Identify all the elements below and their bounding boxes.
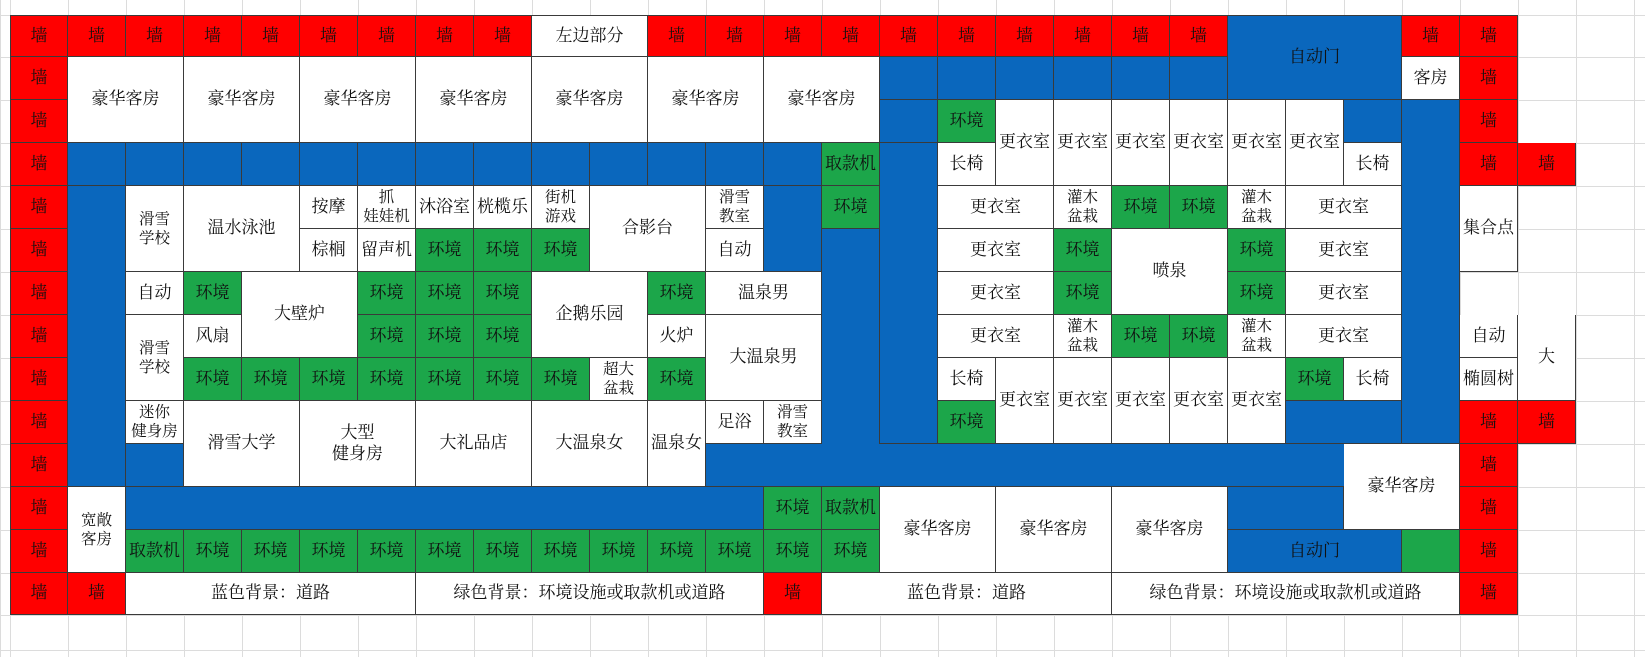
room-cell[interactable]: 滑雪 学校 (126, 186, 184, 272)
wall-cell[interactable]: 墙 (1460, 143, 1518, 186)
environment-cell[interactable]: 环境 (474, 530, 532, 573)
environment-cell[interactable]: 环境 (938, 100, 996, 143)
room-cell[interactable]: 豪华客房 (764, 57, 880, 143)
room-cell[interactable]: 大壁炉 (242, 272, 358, 358)
wall-cell[interactable]: 墙 (10, 401, 68, 444)
road-cell[interactable] (1112, 57, 1170, 100)
environment-cell[interactable]: 环境 (184, 358, 242, 401)
room-cell[interactable]: 合影台 (590, 186, 706, 272)
environment-cell[interactable]: 环境 (242, 358, 300, 401)
environment-cell[interactable]: 环境 (474, 315, 532, 358)
wall-cell[interactable]: 墙 (184, 15, 242, 57)
road-cell[interactable] (590, 143, 648, 186)
room-cell[interactable]: 桄榄乐 (474, 186, 532, 229)
room-cell[interactable]: 温泉男 (706, 272, 822, 315)
grid-line (0, 650, 1645, 651)
room-cell[interactable]: 更衣室 (1054, 358, 1112, 444)
environment-cell[interactable]: 环境 (648, 358, 706, 401)
room-cell[interactable]: 长椅 (1344, 358, 1402, 401)
room-cell[interactable]: 抓 娃娃机 (358, 186, 416, 229)
environment-cell[interactable]: 环境 (590, 530, 648, 573)
room-cell[interactable]: 更衣室 (1170, 358, 1228, 444)
room-cell[interactable]: 温泉女 (648, 401, 706, 487)
environment-cell[interactable]: 环境 (416, 530, 474, 573)
road-cell[interactable] (880, 143, 938, 444)
wall-cell[interactable]: 墙 (10, 229, 68, 272)
road-cell[interactable] (764, 186, 822, 272)
room-cell[interactable]: 集合点 (1460, 186, 1518, 272)
wall-cell[interactable]: 墙 (1112, 15, 1170, 57)
road-cell[interactable] (880, 57, 938, 100)
wall-cell[interactable]: 墙 (10, 487, 68, 530)
environment-cell[interactable]: 环境 (648, 530, 706, 573)
room-cell[interactable]: 火炉 (648, 315, 706, 358)
room-cell[interactable]: 自动 (126, 272, 184, 315)
road-cell[interactable] (1054, 57, 1112, 100)
room-cell[interactable]: 豪华客房 (416, 57, 532, 143)
environment-cell[interactable]: 取款机 (822, 143, 880, 186)
road-cell[interactable] (764, 143, 822, 186)
room-cell[interactable]: 豪华客房 (996, 487, 1112, 573)
road-cell[interactable] (532, 143, 590, 186)
room-cell[interactable]: 长椅 (938, 143, 996, 186)
room-cell[interactable]: 豪华客房 (68, 57, 184, 143)
environment-cell[interactable]: 环境 (358, 315, 416, 358)
environment-cell[interactable]: 环境 (184, 530, 242, 573)
wall-cell[interactable]: 墙 (1402, 15, 1460, 57)
road-cell[interactable] (996, 57, 1054, 100)
room-cell[interactable]: 更衣室 (938, 315, 1054, 358)
wall-cell[interactable]: 墙 (1460, 401, 1518, 444)
wall-cell[interactable]: 墙 (10, 358, 68, 401)
wall-cell[interactable]: 墙 (474, 15, 532, 57)
wall-cell[interactable]: 墙 (1054, 15, 1112, 57)
environment-cell[interactable]: 环境 (1112, 186, 1170, 229)
road-cell[interactable] (126, 143, 184, 186)
wall-cell[interactable]: 墙 (10, 100, 68, 143)
room-cell[interactable]: 风扇 (184, 315, 242, 358)
environment-cell[interactable]: 环境 (416, 229, 474, 272)
environment-cell[interactable] (1402, 530, 1460, 573)
room-cell[interactable]: 滑雪大学 (184, 401, 300, 487)
road-cell[interactable] (1170, 57, 1228, 100)
environment-cell[interactable]: 环境 (764, 487, 822, 530)
room-cell[interactable]: 客房 (1402, 57, 1460, 100)
wall-cell[interactable]: 墙 (764, 15, 822, 57)
wall-cell[interactable]: 墙 (68, 573, 126, 615)
road-cell[interactable] (648, 143, 706, 186)
room-cell[interactable]: 温水泳池 (184, 186, 300, 272)
wall-cell[interactable]: 墙 (1460, 444, 1518, 487)
wall-cell[interactable]: 墙 (300, 15, 358, 57)
room-cell[interactable]: 灌木 盆栽 (1054, 186, 1112, 229)
room-cell[interactable]: 沐浴室 (416, 186, 474, 229)
room-cell[interactable]: 豪华客房 (648, 57, 764, 143)
room-cell[interactable]: 迷你 健身房 (126, 401, 184, 444)
wall-cell[interactable]: 墙 (1460, 530, 1518, 573)
wall-cell[interactable]: 墙 (1460, 573, 1518, 615)
room-cell[interactable]: 豪华客房 (880, 487, 996, 573)
room-cell[interactable]: 长椅 (938, 358, 996, 401)
environment-cell[interactable]: 环境 (706, 530, 764, 573)
room-cell[interactable]: 大 (1518, 315, 1576, 401)
room-cell[interactable]: 自动 (706, 229, 764, 272)
road-cell[interactable] (938, 57, 996, 100)
road-cell[interactable] (416, 143, 474, 186)
environment-cell[interactable]: 环境 (1054, 229, 1112, 272)
environment-cell[interactable]: 环境 (474, 272, 532, 315)
room-cell[interactable]: 大型 健身房 (300, 401, 416, 487)
environment-cell[interactable]: 环境 (822, 530, 880, 573)
environment-cell[interactable]: 环境 (242, 530, 300, 573)
road-cell[interactable] (300, 143, 358, 186)
environment-cell[interactable]: 环境 (1054, 272, 1112, 315)
wall-cell[interactable]: 墙 (880, 15, 938, 57)
environment-cell[interactable]: 环境 (1228, 272, 1286, 315)
environment-cell[interactable]: 取款机 (822, 487, 880, 530)
room-cell[interactable]: 超大 盆栽 (590, 358, 648, 401)
environment-cell[interactable]: 环境 (358, 358, 416, 401)
road-cell[interactable] (474, 143, 532, 186)
road-cell[interactable] (1286, 401, 1402, 444)
room-cell[interactable]: 更衣室 (1286, 186, 1402, 229)
room-cell[interactable]: 企鹅乐园 (532, 272, 648, 358)
environment-cell[interactable]: 环境 (532, 229, 590, 272)
room-cell[interactable]: 留声机 (358, 229, 416, 272)
road-cell[interactable] (1228, 487, 1344, 530)
wall-cell[interactable]: 墙 (10, 272, 68, 315)
wall-cell[interactable]: 墙 (938, 15, 996, 57)
road-cell[interactable] (1402, 100, 1460, 444)
wall-cell[interactable]: 墙 (68, 15, 126, 57)
wall-cell[interactable]: 墙 (10, 530, 68, 573)
wall-cell[interactable]: 墙 (1460, 487, 1518, 530)
room-cell[interactable]: 绿色背景：环境设施或取款机或道路 (1112, 573, 1460, 615)
environment-cell[interactable]: 环境 (1286, 358, 1344, 401)
room-cell[interactable]: 更衣室 (1286, 229, 1402, 272)
environment-cell[interactable]: 环境 (822, 186, 880, 229)
wall-cell[interactable]: 墙 (1170, 15, 1228, 57)
wall-cell[interactable]: 墙 (10, 186, 68, 229)
road-cell[interactable] (706, 444, 1402, 487)
room-cell[interactable]: 更衣室 (938, 186, 1054, 229)
wall-cell[interactable]: 墙 (10, 143, 68, 186)
wall-cell[interactable]: 墙 (358, 15, 416, 57)
room-cell[interactable]: 按摩 (300, 186, 358, 229)
room-cell[interactable]: 灌木 盆栽 (1054, 315, 1112, 358)
wall-cell[interactable]: 墙 (10, 315, 68, 358)
environment-cell[interactable]: 环境 (764, 530, 822, 573)
wall-cell[interactable]: 墙 (1460, 57, 1518, 100)
room-cell[interactable]: 更衣室 (1054, 100, 1112, 186)
wall-cell[interactable]: 墙 (242, 15, 300, 57)
environment-cell[interactable]: 取款机 (126, 530, 184, 573)
room-cell[interactable]: 喷泉 (1112, 229, 1228, 315)
environment-cell[interactable]: 环境 (474, 358, 532, 401)
environment-cell[interactable]: 环境 (532, 358, 590, 401)
room-cell[interactable]: 更衣室 (1228, 358, 1286, 444)
room-cell[interactable]: 更衣室 (996, 100, 1054, 186)
room-cell[interactable]: 足浴 (706, 401, 764, 444)
environment-cell[interactable]: 环境 (1170, 315, 1228, 358)
room-cell[interactable]: 宽敞 客房 (68, 487, 126, 573)
road-cell[interactable] (706, 143, 764, 186)
room-cell[interactable]: 蓝色背景：道路 (126, 573, 416, 615)
road-cell[interactable] (880, 100, 938, 143)
road-cell[interactable] (68, 186, 126, 487)
wall-cell[interactable]: 墙 (10, 15, 68, 57)
room-cell[interactable]: 大礼品店 (416, 401, 532, 487)
wall-cell[interactable]: 墙 (10, 444, 68, 487)
room-cell[interactable]: 大温泉男 (706, 315, 822, 401)
room-cell[interactable]: 长椅 (1344, 143, 1402, 186)
environment-cell[interactable]: 环境 (938, 401, 996, 444)
environment-cell[interactable]: 环境 (532, 530, 590, 573)
wall-cell[interactable]: 墙 (1460, 100, 1518, 143)
room-cell[interactable]: 蓝色背景：道路 (822, 573, 1112, 615)
room-cell[interactable]: 更衣室 (1112, 100, 1170, 186)
room-cell[interactable]: 豪华客房 (1344, 444, 1460, 530)
wall-cell[interactable]: 墙 (1518, 401, 1576, 444)
room-cell[interactable]: 街机 游戏 (532, 186, 590, 229)
room-cell[interactable]: 自动 (1460, 315, 1518, 358)
room-cell[interactable]: 更衣室 (938, 272, 1054, 315)
room-cell[interactable]: 滑雪 学校 (126, 315, 184, 401)
room-cell[interactable]: 更衣室 (1112, 358, 1170, 444)
environment-cell[interactable]: 环境 (300, 530, 358, 573)
road-cell[interactable] (184, 143, 242, 186)
room-cell[interactable]: 灌木 盆栽 (1228, 315, 1286, 358)
environment-cell[interactable]: 环境 (416, 358, 474, 401)
wall-cell[interactable]: 墙 (1460, 15, 1518, 57)
wall-cell[interactable]: 墙 (126, 15, 184, 57)
room-cell[interactable]: 灌木 盆栽 (1228, 186, 1286, 229)
wall-cell[interactable]: 墙 (822, 15, 880, 57)
road-cell[interactable] (68, 143, 126, 186)
road-cell[interactable] (358, 143, 416, 186)
environment-cell[interactable]: 环境 (184, 272, 242, 315)
grid-line (1634, 0, 1635, 657)
room-cell[interactable]: 更衣室 (996, 358, 1054, 444)
grid-line (0, 615, 1645, 616)
grid-line (1576, 0, 1577, 657)
environment-cell[interactable]: 环境 (358, 272, 416, 315)
road-cell[interactable] (126, 444, 184, 487)
road-cell[interactable] (126, 487, 764, 530)
room-cell[interactable]: 豪华客房 (300, 57, 416, 143)
room-cell[interactable]: 更衣室 (1286, 272, 1402, 315)
room-cell[interactable]: 更衣室 (1286, 315, 1402, 358)
environment-cell[interactable]: 环境 (1228, 229, 1286, 272)
environment-cell[interactable]: 环境 (416, 315, 474, 358)
environment-cell[interactable]: 环境 (1170, 186, 1228, 229)
road-cell[interactable] (1344, 100, 1402, 143)
room-cell[interactable]: 更衣室 (1228, 100, 1286, 186)
environment-cell[interactable]: 环境 (300, 358, 358, 401)
environment-cell[interactable]: 环境 (416, 272, 474, 315)
room-cell[interactable]: 豪华客房 (184, 57, 300, 143)
wall-cell[interactable]: 墙 (764, 573, 822, 615)
room-cell[interactable]: 大温泉女 (532, 401, 648, 487)
room-cell[interactable]: 椭圆树 (1460, 358, 1518, 401)
room-cell[interactable]: 绿色背景：环境设施或取款机或道路 (416, 573, 764, 615)
grid-line (0, 0, 1, 657)
wall-cell[interactable]: 墙 (10, 573, 68, 615)
room-cell[interactable]: 滑雪 教室 (764, 401, 822, 444)
wall-cell[interactable]: 墙 (996, 15, 1054, 57)
room-cell[interactable]: 左边部分 (532, 15, 648, 57)
room-cell[interactable]: 滑雪 教室 (706, 186, 764, 229)
room-cell[interactable]: 更衣室 (1286, 100, 1344, 186)
wall-cell[interactable]: 墙 (10, 57, 68, 100)
environment-cell[interactable]: 环境 (358, 530, 416, 573)
environment-cell[interactable]: 环境 (474, 229, 532, 272)
wall-cell[interactable]: 墙 (706, 15, 764, 57)
room-cell[interactable]: 豪华客房 (532, 57, 648, 143)
road-cell[interactable]: 自动门 (1228, 15, 1402, 100)
wall-cell[interactable]: 墙 (648, 15, 706, 57)
room-cell[interactable]: 更衣室 (1170, 100, 1228, 186)
room-cell[interactable]: 更衣室 (938, 229, 1054, 272)
room-cell[interactable]: 豪华客房 (1112, 487, 1228, 573)
road-cell[interactable] (242, 143, 300, 186)
road-cell[interactable]: 自动门 (1228, 530, 1402, 573)
room-cell[interactable]: 棕榈 (300, 229, 358, 272)
environment-cell[interactable]: 环境 (648, 272, 706, 315)
environment-cell[interactable]: 环境 (1112, 315, 1170, 358)
wall-cell[interactable]: 墙 (1518, 143, 1576, 186)
wall-cell[interactable]: 墙 (416, 15, 474, 57)
